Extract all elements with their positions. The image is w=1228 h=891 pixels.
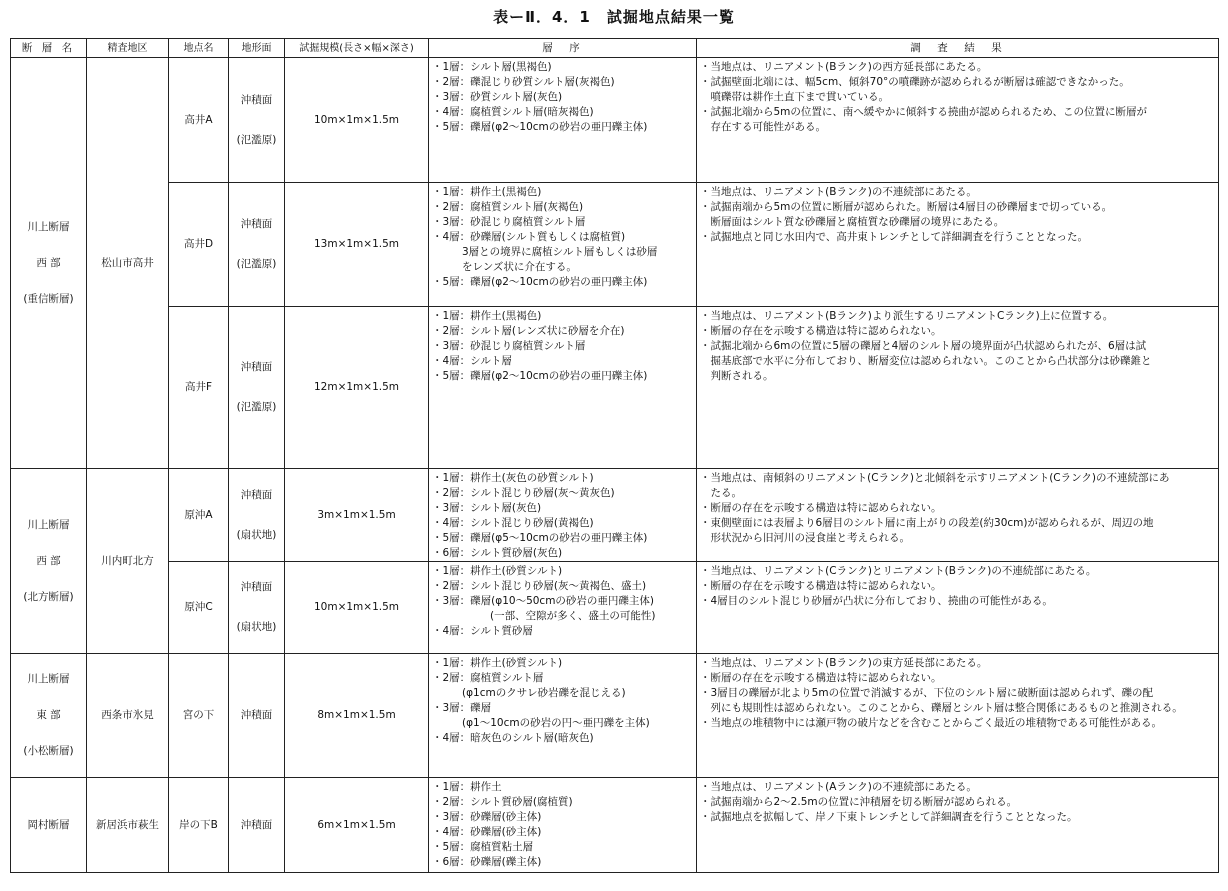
strata-line: ・4層：シルト混じり砂層(黄褐色): [432, 517, 594, 529]
strata-line: ・5層：腐植質粘土層: [432, 841, 534, 853]
fault-name-line: (小松断層): [23, 745, 74, 757]
table-row: [11, 654, 1219, 778]
terrain-line: (氾濫原): [236, 258, 277, 270]
strata-line: ・1層：耕作土(砂質シルト): [432, 657, 563, 669]
scale-cell: 10m×1m×1.5m: [285, 58, 429, 183]
strata-cell: [429, 58, 697, 183]
strata-line: ・5層：礫層(φ2～10cmの砂岩の亜円礫主体): [432, 276, 648, 288]
header-district: 精査地区: [87, 39, 169, 58]
result-line: 形状況から旧河川の浸食崖と考えられる。: [700, 532, 910, 544]
result-line: 判断される。: [700, 370, 774, 382]
strata-line: ・6層：砂礫層(礫主体): [432, 856, 542, 868]
strata-line: ・3層：礫層(φ10～50cmの砂岩の亜円礫主体): [432, 595, 655, 607]
scale-cell: 13m×1m×1.5m: [285, 183, 429, 307]
result-line: たる。: [700, 487, 742, 499]
site-name-cell: 高井A: [169, 58, 229, 183]
result-line: ・断層の存在を示唆する構造は特に認められない。: [700, 325, 942, 337]
results-cell: [697, 654, 1219, 778]
fault-name-line: 西 部: [36, 256, 61, 269]
terrain-cell: [229, 562, 285, 654]
header-fault-name: 断 層 名: [11, 39, 87, 58]
table-row: [11, 58, 1219, 183]
header-terrain: 地形面: [229, 39, 285, 58]
strata-line: ・3層：砂混じり腐植質シルト層: [432, 216, 586, 228]
site-name-cell: 原沖A: [169, 469, 229, 562]
strata-line: ・4層：シルト層: [432, 355, 512, 367]
result-line: 存在する可能性がある。: [700, 121, 826, 133]
terrain-line: (扇状地): [236, 621, 277, 633]
strata-line: ・4層：シルト質砂層: [432, 625, 533, 637]
site-name-cell: 高井F: [169, 307, 229, 469]
fault-name-cell: [11, 58, 87, 469]
result-line: ・試掘北端から5mの位置に、南へ緩やかに傾斜する撓曲が認められるため、この位置に断層が: [700, 106, 1147, 118]
terrain-cell: [229, 58, 285, 183]
header-results: 調 査 結 果: [697, 39, 1219, 58]
district-cell: 新居浜市萩生: [87, 778, 169, 873]
result-line: ・3層目の礫層が北より5mの位置で消滅するが、下位のシルト層に破断面は認められず、礫の配: [700, 687, 1153, 699]
strata-line: 3層との境界に腐植シルト層もしくは砂層: [462, 246, 658, 258]
result-line: ・試掘南端から2～2.5mの位置に沖積層を切る断層が認められる。: [700, 796, 1018, 808]
terrain-line: 沖積面: [240, 488, 273, 501]
result-line: ・試掘壁面北端には、幅5cm、傾斜70°の噴礫跡が認められるが断層は確認できなかった。: [700, 76, 1130, 88]
header-row: [11, 39, 1219, 58]
terrain-cell: [229, 183, 285, 307]
fault-name-line: 川上断層: [27, 220, 70, 233]
strata-line: ・2層：シルト質砂層(腐植質): [432, 796, 573, 808]
result-line: ・当地点は、リニアメント(Cランク)とリニアメント(Bランク)の不連続部にあたる。: [700, 565, 1097, 577]
table-row: [11, 469, 1219, 562]
district-cell: 西条市氷見: [87, 654, 169, 778]
terrain-cell: [229, 307, 285, 469]
strata-line: ・2層：シルト混じり砂層(灰～黄灰色): [432, 487, 615, 499]
terrain-cell: 沖積面: [229, 778, 285, 873]
strata-line: ・1層：シルト層(黒褐色): [432, 61, 552, 73]
table-title: 表ーⅡ．4．1 試掘地点結果一覧: [493, 8, 735, 26]
strata-line: ・2層：腐植質シルト層: [432, 672, 544, 684]
terrain-line: 沖積面: [240, 93, 273, 106]
terrain-cell: 沖積面: [229, 654, 285, 778]
fault-name-cell: [11, 654, 87, 778]
result-line: ・当地点は、南傾斜のリニアメント(Cランク)と北傾斜を示すリニアメント(Cランク)の不連続部にあ: [700, 472, 1170, 484]
result-line: ・試掘南端から5mの位置に断層が認められた。断層は4層目の砂礫層まで切っている。: [700, 201, 1113, 213]
district-cell: 松山市高井: [87, 58, 169, 469]
strata-line: ・4層：砂礫層(砂主体): [432, 826, 542, 838]
table-row: [11, 183, 1219, 307]
site-name-cell: 原沖C: [169, 562, 229, 654]
header-scale: 試掘規模(長さ×幅×深さ): [285, 39, 429, 58]
results-cell: [697, 58, 1219, 183]
terrain-line: 沖積面: [240, 581, 273, 593]
strata-line: ・3層：砂質シルト層(灰色): [432, 91, 563, 103]
strata-line: ・3層：砂礫層(砂主体): [432, 811, 542, 823]
result-line: ・断層の存在を示唆する構造は特に認められない。: [700, 672, 942, 684]
header-strata: 層 序: [429, 39, 697, 58]
strata-line: ・1層：耕作土(灰色の砂質シルト): [432, 472, 594, 484]
result-line: 列にも規則性は認められない。このことから、礫層とシルト層は整合関係にあるものと推測される。: [700, 702, 1183, 714]
result-line: ・断層の存在を示唆する構造は特に認められない。: [700, 580, 942, 592]
strata-line: をレンズ状に介在する。: [462, 261, 577, 273]
strata-line: ・5層：礫層(φ2～10cmの砂岩の亜円礫主体): [432, 121, 648, 133]
strata-line: ・1層：耕作土: [432, 781, 502, 793]
strata-cell: [429, 183, 697, 307]
fault-name-line: 西 部: [36, 554, 61, 567]
fault-name-line: 川上断層: [27, 673, 70, 685]
header-site-name: 地点名: [169, 39, 229, 58]
result-line: ・4層目のシルト混じり砂層が凸状に分布しており、撓曲の可能性がある。: [700, 595, 1053, 607]
strata-cell: [429, 778, 697, 873]
result-line: ・当地点は、リニアメント(Bランク)の東方延長部にあたる。: [700, 657, 988, 669]
strata-line: (φ1cmのクサレ砂岩礫を混じえる): [462, 687, 626, 699]
results-cell: [697, 183, 1219, 307]
fault-name-line: 東 部: [36, 709, 61, 721]
result-line: 掘基底部で水平に分布しており、断層変位は認められない。このことから凸状部分は砂礫錐と: [700, 355, 1152, 367]
scale-cell: 10m×1m×1.5m: [285, 562, 429, 654]
result-line: ・断層の存在を示唆する構造は特に認められない。: [700, 502, 942, 514]
strata-cell: [429, 307, 697, 469]
terrain-line: 沖積面: [240, 361, 273, 373]
district-cell: 川内町北方: [87, 469, 169, 654]
result-line: ・試掘北端から6mの位置に5層の礫層と4層のシルト層の境界面が凸状認められたが、6層は試: [700, 340, 1147, 352]
results-cell: [697, 562, 1219, 654]
table-row: [11, 562, 1219, 654]
terrain-cell: [229, 469, 285, 562]
strata-line: ・5層：礫層(φ2～10cmの砂岩の亜円礫主体): [432, 370, 648, 382]
scale-cell: 3m×1m×1.5m: [285, 469, 429, 562]
result-line: ・当地点は、リニアメント(Bランク)より派生するリニアメントCランク)上に位置する。: [700, 310, 1114, 322]
results-cell: [697, 469, 1219, 562]
result-line: 噴礫帯は耕作土直下まで貫いている。: [700, 91, 889, 103]
strata-line: ・1層：耕作土(黒褐色): [432, 310, 542, 322]
result-line: ・試掘地点を拡幅して、岸ノ下東トレンチとして詳細調査を行うこととなった。: [700, 811, 1078, 823]
fault-name-cell: [11, 778, 87, 873]
strata-line: ・4層：暗灰色のシルト層(暗灰色): [432, 732, 594, 744]
strata-line: (φ1～10cmの砂岩の円～亜円礫を主体): [462, 717, 650, 729]
strata-line: ・2層：シルト混じり砂層(灰～黄褐色、盛土): [432, 580, 647, 592]
site-name-cell: 岸の下B: [169, 778, 229, 873]
strata-line: ・2層：礫混じり砂質シルト層(灰褐色): [432, 76, 615, 88]
result-line: ・試掘地点と同じ水田内で、高井東トレンチとして詳細調査を行うこととなった。: [700, 231, 1089, 243]
strata-line: ・3層：シルト層(灰色): [432, 502, 542, 514]
strata-line: ・3層：礫層: [432, 702, 492, 714]
strata-cell: [429, 562, 697, 654]
strata-line: ・6層：シルト質砂層(灰色): [432, 547, 563, 559]
table-row: [11, 307, 1219, 469]
site-name-cell: 宮の下: [169, 654, 229, 778]
results-cell: [697, 778, 1219, 873]
result-line: ・当地点は、リニアメント(Bランク)の西方延長部にあたる。: [700, 61, 988, 73]
results-cell: [697, 307, 1219, 469]
result-line: 断層面はシルト質な砂礫層と腐植質な砂礫層の境界にあたる。: [700, 216, 1005, 228]
result-line: ・当地点の堆積物中には瀬戸物の破片などを含むことからごく最近の堆積物である可能性がある。: [700, 717, 1162, 729]
strata-line: ・5層：礫層(φ5～10cmの砂岩の亜円礫主体): [432, 532, 648, 544]
strata-line: ・2層：腐植質シルト層(灰褐色): [432, 201, 584, 213]
scale-cell: 6m×1m×1.5m: [285, 778, 429, 873]
strata-line: ・1層：耕作土(黒褐色): [432, 186, 542, 198]
strata-line: ・2層：シルト層(レンズ状に砂層を介在): [432, 325, 625, 337]
terrain-line: (氾濫原): [236, 133, 277, 146]
terrain-line: (氾濫原): [236, 401, 277, 413]
strata-line: (一部、空隙が多く、盛土の可能性): [490, 610, 656, 622]
fault-name-line: 川上断層: [27, 518, 70, 531]
fault-name-line: (北方断層): [23, 590, 74, 603]
fault-name-cell: [11, 469, 87, 654]
strata-line: ・3層：砂混じり腐植質シルト層: [432, 340, 586, 352]
result-line: ・東側壁面には表層より6層目のシルト層に南上がりの段差(約30cm)が認められるが、周辺の地: [700, 517, 1154, 529]
site-name-cell: 高井D: [169, 183, 229, 307]
table-row: [11, 778, 1219, 873]
fault-name-line: (重信断層): [23, 292, 74, 305]
strata-cell: [429, 654, 697, 778]
scale-cell: 8m×1m×1.5m: [285, 654, 429, 778]
scale-cell: 12m×1m×1.5m: [285, 307, 429, 469]
strata-line: ・1層：耕作土(砂質シルト): [432, 565, 563, 577]
results-table: [10, 38, 1219, 873]
result-line: ・当地点は、リニアメント(Bランク)の不連続部にあたる。: [700, 186, 977, 198]
strata-line: ・4層：腐植質シルト層(暗灰褐色): [432, 106, 594, 118]
fault-name-line: 岡村断層: [27, 818, 70, 831]
terrain-line: (扇状地): [236, 528, 277, 541]
strata-cell: [429, 469, 697, 562]
terrain-line: 沖積面: [240, 218, 273, 230]
result-line: ・当地点は、リニアメント(Aランク)の不連続部にあたる。: [700, 781, 977, 793]
strata-line: ・4層：砂礫層(シルト質もしくは腐植質): [432, 231, 626, 243]
